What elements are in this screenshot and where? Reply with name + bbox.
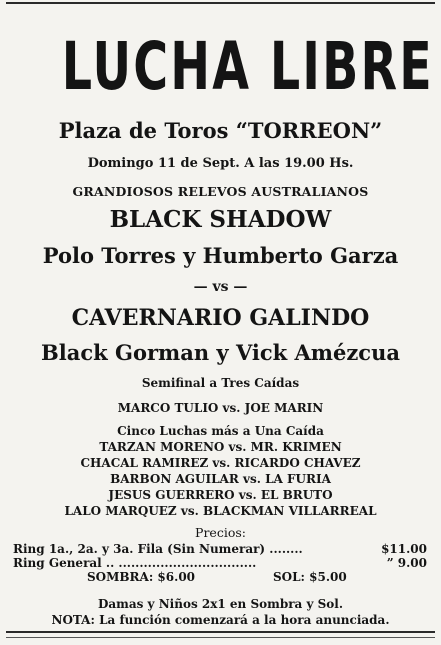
- event-date: Domingo 11 de Sept. A las 19.00 Hs.: [87, 156, 354, 171]
- event-subtitle: GRANDIOSOS RELEVOS AUSTRALIANOS: [72, 184, 369, 199]
- undercard-bout: TARZAN MORENO vs. MR. KRIMEN: [99, 440, 342, 454]
- undercard-bout: BARBON AGUILAR vs. LA FURIA: [110, 472, 331, 486]
- top-border-rule: [6, 2, 435, 4]
- team2-leader: CAVERNARIO GALINDO: [71, 305, 370, 331]
- undercard-label: Cinco Luchas más a Una Caída: [117, 424, 324, 438]
- price-amount: $11.00: [381, 542, 427, 556]
- undercard-bout: JESUS GUERRERO vs. EL BRUTO: [108, 488, 333, 502]
- team1-partners: Polo Torres y Humberto Garza: [42, 243, 399, 268]
- team1-leader: BLACK SHADOW: [109, 206, 332, 233]
- prices-heading: Precios:: [195, 525, 246, 540]
- venue-name: Plaza de Toros “TORREON”: [58, 118, 383, 143]
- versus-separator: — vs —: [193, 279, 248, 295]
- bottom-border-rule: [6, 631, 435, 633]
- promo-note: Damas y Niños 2x1 en Sombra y Sol.: [97, 597, 344, 611]
- semifinal-bout: MARCO TULIO vs. JOE MARIN: [117, 401, 324, 415]
- sol-price: SOL: $5.00: [273, 570, 347, 584]
- price-label: Ring General .. .................................: [13, 556, 257, 570]
- undercard-bout: LALO MARQUEZ vs. BLACKMAN VILLARREAL: [64, 504, 377, 518]
- bottom-border-rule-thin: [6, 637, 435, 638]
- undercard-bout: CHACAL RAMIREZ vs. RICARDO CHAVEZ: [80, 456, 361, 470]
- price-label: Ring 1a., 2a. y 3a. Fila (Sin Numerar) ........: [13, 542, 303, 556]
- team2-partners: Black Gorman y Vick Amézcua: [41, 340, 400, 365]
- sombra-price: SOMBRA: $6.00: [87, 570, 196, 584]
- price-amount: ” 9.00: [386, 556, 427, 570]
- start-time-note: NOTA: La función comenzará a la hora anunciada.: [51, 613, 390, 627]
- semifinal-label: Semifinal a Tres Caídas: [141, 376, 300, 390]
- poster-title: LUCHA LIBRE: [61, 28, 434, 105]
